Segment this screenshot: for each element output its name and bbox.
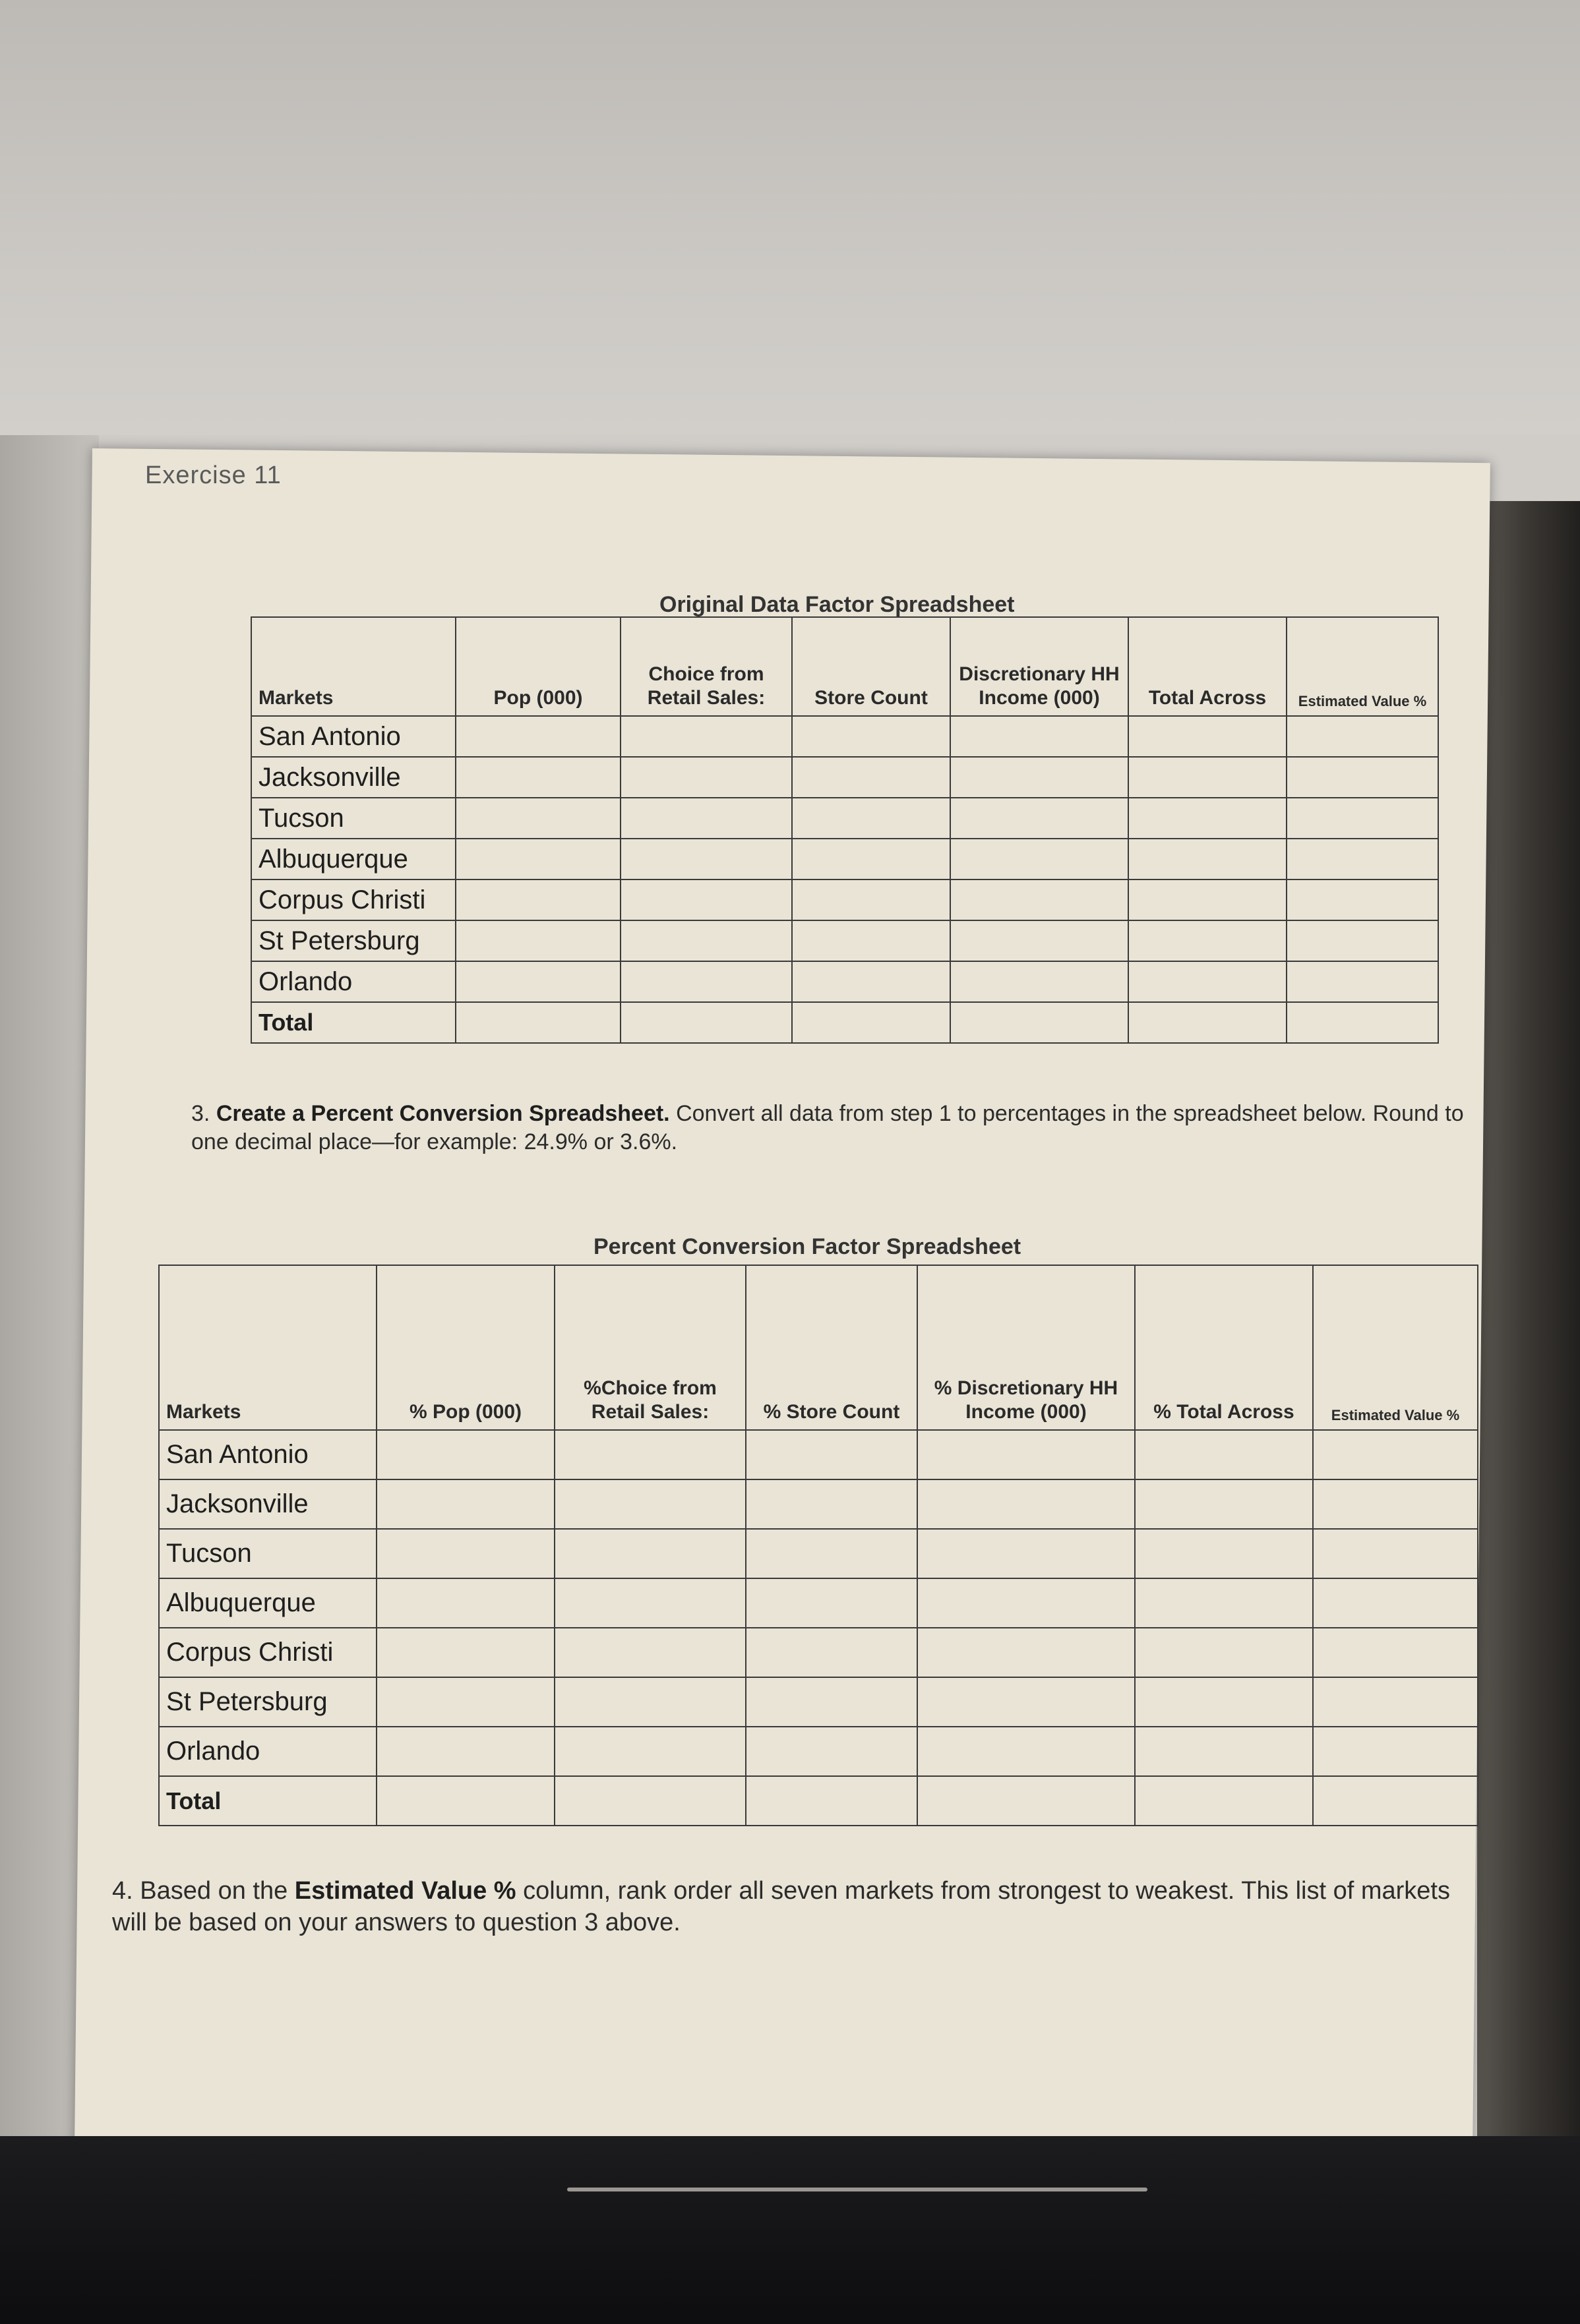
data-cell[interactable] [917, 1776, 1135, 1826]
data-cell[interactable] [555, 1727, 746, 1776]
data-cell[interactable] [555, 1628, 746, 1677]
data-cell[interactable] [456, 716, 621, 757]
data-cell[interactable] [621, 798, 792, 839]
step-4-number: 4. [112, 1877, 133, 1905]
data-cell[interactable] [792, 961, 950, 1002]
header-markets: Markets [251, 617, 456, 716]
data-cell[interactable] [1128, 716, 1287, 757]
table-row [251, 920, 1438, 961]
header-total-across: Total Across [1128, 617, 1287, 716]
step-3-number: 3. [191, 1101, 210, 1126]
data-cell[interactable] [792, 1002, 950, 1043]
data-cell[interactable] [377, 1677, 555, 1727]
data-cell[interactable] [917, 1479, 1135, 1529]
data-cell[interactable] [792, 757, 950, 798]
header-pct-total-across: % Total Across [1135, 1265, 1313, 1430]
data-cell[interactable] [377, 1430, 555, 1479]
data-cell[interactable] [792, 798, 950, 839]
header-pop: Pop (000) [456, 617, 621, 716]
data-cell[interactable] [746, 1628, 917, 1677]
data-cell[interactable] [555, 1430, 746, 1479]
data-cell[interactable] [1135, 1578, 1313, 1628]
data-cell[interactable] [377, 1578, 555, 1628]
table-row [159, 1727, 1478, 1776]
market-name: Corpus Christi [159, 1628, 377, 1677]
data-cell[interactable] [377, 1479, 555, 1529]
data-cell[interactable] [1313, 1479, 1478, 1529]
header-estimated-value: Estimated Value % [1313, 1265, 1478, 1430]
data-cell[interactable] [746, 1727, 917, 1776]
data-cell[interactable] [746, 1430, 917, 1479]
data-cell[interactable] [792, 920, 950, 961]
data-cell[interactable] [1287, 716, 1438, 757]
data-cell[interactable] [917, 1578, 1135, 1628]
market-name: Tucson [251, 798, 456, 839]
data-cell[interactable] [1128, 879, 1287, 920]
data-cell[interactable] [456, 920, 621, 961]
data-cell[interactable] [950, 961, 1128, 1002]
dark-surface [0, 2136, 1580, 2324]
total-row [159, 1776, 1478, 1826]
data-cell[interactable] [1287, 920, 1438, 961]
data-cell[interactable] [377, 1529, 555, 1578]
data-cell[interactable] [950, 920, 1128, 961]
market-name: Tucson [159, 1529, 377, 1578]
data-cell[interactable] [1135, 1529, 1313, 1578]
data-cell[interactable] [917, 1677, 1135, 1727]
data-cell[interactable] [1128, 1002, 1287, 1043]
data-cell[interactable] [456, 757, 621, 798]
data-cell[interactable] [1135, 1776, 1313, 1826]
header-markets: Markets [159, 1265, 377, 1430]
header-pct-store-count: % Store Count [746, 1265, 917, 1430]
data-cell[interactable] [377, 1727, 555, 1776]
market-name: St Petersburg [159, 1677, 377, 1727]
percent-header-row [159, 1265, 1478, 1430]
data-cell[interactable] [1313, 1578, 1478, 1628]
header-estimated-value: Estimated Value % [1287, 617, 1438, 716]
book-spine-edge [1477, 501, 1580, 2149]
data-cell[interactable] [621, 879, 792, 920]
data-cell[interactable] [746, 1479, 917, 1529]
data-cell[interactable] [746, 1677, 917, 1727]
data-cell[interactable] [1287, 798, 1438, 839]
step-3-instructions [191, 1100, 1464, 1156]
total-label: Total [251, 1002, 456, 1043]
market-name: Albuquerque [251, 839, 456, 879]
data-cell[interactable] [792, 879, 950, 920]
data-cell[interactable] [1287, 1002, 1438, 1043]
data-cell[interactable] [746, 1529, 917, 1578]
table-row [159, 1628, 1478, 1677]
data-cell[interactable] [621, 1002, 792, 1043]
market-name: Albuquerque [159, 1578, 377, 1628]
original-header-row [251, 617, 1438, 716]
background-surface [0, 0, 1580, 435]
data-cell[interactable] [1128, 839, 1287, 879]
data-cell[interactable] [917, 1628, 1135, 1677]
header-choice-retail-sales: Choice from Retail Sales: [621, 617, 792, 716]
header-discretionary-income: Discretionary HH Income (000) [950, 617, 1128, 716]
step-4-text: column, rank order all seven markets from strongest to weakest. This list of markets will be based on your answers to question 3 above. [112, 1877, 1450, 1936]
data-cell[interactable] [1135, 1727, 1313, 1776]
header-pct-discretionary-income: % Discretionary HH Income (000) [917, 1265, 1135, 1430]
data-cell[interactable] [621, 757, 792, 798]
header-pct-choice-retail-sales: %Choice from Retail Sales: [555, 1265, 746, 1430]
data-cell[interactable] [621, 961, 792, 1002]
data-cell[interactable] [1128, 798, 1287, 839]
total-label: Total [159, 1776, 377, 1826]
data-cell[interactable] [621, 716, 792, 757]
data-cell[interactable] [746, 1776, 917, 1826]
table-row [251, 716, 1438, 757]
data-cell[interactable] [746, 1578, 917, 1628]
table-row [251, 798, 1438, 839]
table-row [251, 961, 1438, 1002]
data-cell[interactable] [950, 716, 1128, 757]
data-cell[interactable] [1313, 1430, 1478, 1479]
data-cell[interactable] [1128, 757, 1287, 798]
step-4-pre: Based on the [133, 1877, 295, 1905]
table-row [251, 879, 1438, 920]
market-name: San Antonio [159, 1430, 377, 1479]
table-row [159, 1479, 1478, 1529]
data-cell[interactable] [950, 839, 1128, 879]
data-cell[interactable] [456, 961, 621, 1002]
data-cell[interactable] [1128, 920, 1287, 961]
data-cell[interactable] [555, 1479, 746, 1529]
data-cell[interactable] [950, 1002, 1128, 1043]
data-cell[interactable] [1287, 961, 1438, 1002]
table-row [251, 757, 1438, 798]
data-cell[interactable] [792, 839, 950, 879]
data-cell[interactable] [621, 920, 792, 961]
data-cell[interactable] [555, 1677, 746, 1727]
market-name: Jacksonville [251, 757, 456, 798]
header-pct-pop: % Pop (000) [377, 1265, 555, 1430]
exercise-header: Exercise 11 [145, 462, 282, 489]
data-cell[interactable] [1313, 1776, 1478, 1826]
data-cell[interactable] [1313, 1727, 1478, 1776]
data-cell[interactable] [555, 1578, 746, 1628]
percent-conversion-table [158, 1265, 1478, 1826]
original-sheet-title: Original Data Factor Spreadsheet [659, 592, 1015, 617]
data-cell[interactable] [1128, 961, 1287, 1002]
data-cell[interactable] [456, 798, 621, 839]
data-cell[interactable] [792, 716, 950, 757]
step-3-text: Convert all data from step 1 to percentages in the spreadsheet below. Round to one decimal place—for example: 24.9% or 3.6%. [191, 1101, 1464, 1154]
data-cell[interactable] [621, 839, 792, 879]
data-cell[interactable] [1135, 1677, 1313, 1727]
market-name: Corpus Christi [251, 879, 456, 920]
data-cell[interactable] [1135, 1628, 1313, 1677]
step-4-instructions [112, 1876, 1484, 1938]
data-cell[interactable] [917, 1727, 1135, 1776]
data-cell[interactable] [1313, 1628, 1478, 1677]
data-cell[interactable] [1287, 879, 1438, 920]
data-cell[interactable] [456, 1002, 621, 1043]
data-cell[interactable] [1287, 839, 1438, 879]
data-cell[interactable] [1135, 1430, 1313, 1479]
total-row [251, 1002, 1438, 1043]
market-name: San Antonio [251, 716, 456, 757]
market-name: Jacksonville [159, 1479, 377, 1529]
data-cell[interactable] [1313, 1677, 1478, 1727]
market-name: Orlando [251, 961, 456, 1002]
data-cell[interactable] [1287, 757, 1438, 798]
table-row [159, 1430, 1478, 1479]
data-cell[interactable] [917, 1529, 1135, 1578]
header-store-count: Store Count [792, 617, 950, 716]
table-row [159, 1578, 1478, 1628]
table-row [159, 1677, 1478, 1727]
data-cell[interactable] [950, 798, 1128, 839]
data-cell[interactable] [1135, 1479, 1313, 1529]
data-cell[interactable] [555, 1529, 746, 1578]
data-cell[interactable] [1313, 1529, 1478, 1578]
data-cell[interactable] [917, 1430, 1135, 1479]
screen-edge-highlight [567, 2188, 1147, 2191]
step-4-keyword: Estimated Value % [294, 1877, 516, 1905]
market-name: St Petersburg [251, 920, 456, 961]
table-row [251, 839, 1438, 879]
table-row [159, 1529, 1478, 1578]
step-3-heading: Create a Percent Conversion Spreadsheet. [216, 1101, 670, 1126]
market-name: Orlando [159, 1727, 377, 1776]
data-cell[interactable] [456, 839, 621, 879]
original-data-table [251, 616, 1439, 1044]
data-cell[interactable] [950, 879, 1128, 920]
data-cell[interactable] [377, 1628, 555, 1677]
data-cell[interactable] [456, 879, 621, 920]
data-cell[interactable] [950, 757, 1128, 798]
percent-sheet-title: Percent Conversion Factor Spreadsheet [593, 1234, 1021, 1259]
data-cell[interactable] [555, 1776, 746, 1826]
data-cell[interactable] [377, 1776, 555, 1826]
